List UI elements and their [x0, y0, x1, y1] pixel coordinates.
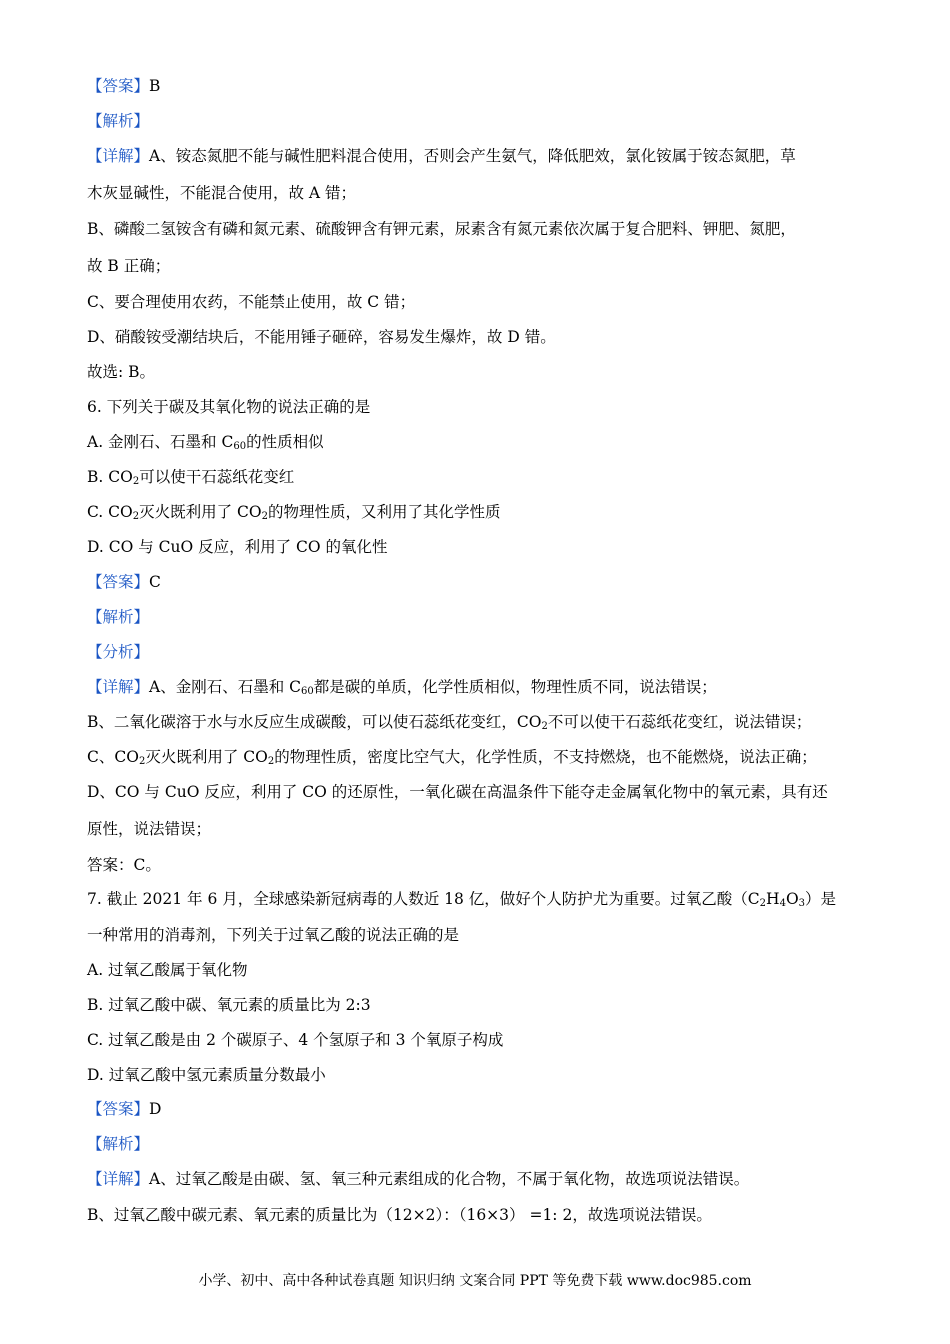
text: A、过氧乙酸是由碳、氢、氧三种元素组成的化合物，不属于氧化物，故选项说法错误。: [149, 1170, 750, 1188]
detail-text: A、铵态氮肥不能与碱性肥料混合使用，否则会产生氨气，降低肥效，氯化铵属于铵态氮肥，草: [149, 147, 796, 165]
text: 不可以使干石蕊纸花变红，说法错误；: [547, 713, 812, 731]
text: O: [785, 890, 799, 908]
answer-tag: 【答案】: [87, 1100, 150, 1118]
subscript: 2: [759, 898, 767, 909]
q6-option-b: [87, 467, 877, 487]
q6-option-a: [87, 432, 877, 452]
subscript: 60: [301, 686, 314, 697]
q7-answer-line: [87, 1099, 877, 1119]
q5-detail-a-line2: 木灰显碱性，不能混合使用，故 A 错；: [87, 184, 357, 202]
q5-answer-line: [87, 76, 877, 96]
q6-answer-line: [87, 572, 877, 592]
text: 都是碳的单质，化学性质相似，物理性质不同，说法错误；: [313, 678, 717, 696]
q6-detail-c: [87, 747, 877, 767]
analysis-tag: 【解析】: [87, 112, 150, 130]
text: C、CO: [87, 748, 139, 766]
text: A. 金刚石、石墨和 C: [87, 433, 234, 451]
q5-conclusion: 故选: B。: [87, 363, 156, 381]
text: 可以使干石蕊纸花变红: [139, 468, 295, 486]
detail-tag: 【详解】: [87, 678, 150, 696]
q5-detail-c: C、要合理使用农药，不能禁止使用，故 C 错；: [87, 293, 416, 311]
subscript: 2: [132, 511, 140, 522]
subscript: 60: [233, 441, 247, 452]
q7-detail-a: [87, 1169, 877, 1189]
text: C. CO: [87, 503, 133, 521]
answer-value: C: [149, 573, 161, 591]
q6-detail-b: [87, 712, 877, 732]
text: 7. 截止 2021 年 6 月，全球感染新冠病毒的人数近 18 亿，做好个人防护尤为重要。过氧乙酸（C: [87, 890, 760, 908]
subscript: 2: [267, 756, 275, 767]
subscript: 2: [541, 721, 548, 732]
detail-tag: 【详解】: [87, 1170, 150, 1188]
answer-tag: 【答案】: [87, 77, 150, 95]
q7-option-c: C. 过氧乙酸是由 2 个碳原子、4 个氢原子和 3 个氧原子构成: [87, 1031, 504, 1049]
subscript: 2: [132, 476, 140, 487]
text: 灭火既利用了 CO: [145, 748, 268, 766]
fenxi-tag: 【分析】: [87, 643, 150, 661]
answer-value: B: [149, 77, 161, 95]
q7-analysis-line: [87, 1134, 877, 1154]
q5-detail-b-line2: 故 B 正确；: [87, 257, 171, 275]
text: A、金刚石、石墨和 C: [149, 678, 301, 696]
subscript: 2: [261, 511, 268, 522]
q6-detail-d-line1: D、CO 与 CuO 反应，利用了 CO 的还原性，一氧化碳在高温条件下能夺走金属氧化物中的氧元素，具有还: [87, 783, 828, 801]
text: B、二氧化碳溶于水与水反应生成碳酸，可以使石蕊纸花变红，CO: [87, 713, 542, 731]
text: 的物理性质，密度比空气大，化学性质，不支持燃烧，也不能燃烧，说法正确；: [274, 748, 817, 766]
analysis-tag: 【解析】: [87, 1135, 150, 1153]
q6-fenxi-line: [87, 642, 877, 662]
text: H: [766, 890, 780, 908]
q7-stem-line1: [87, 889, 877, 909]
q5-detail-d: D、硝酸铵受潮结块后，不能用锤子砸碎，容易发生爆炸，故 D 错。: [87, 328, 556, 346]
detail-tag: 【详解】: [87, 147, 150, 165]
answer-value: D: [149, 1100, 162, 1118]
q7-detail-b: B、过氧乙酸中碳元素、氧元素的质量比为（12×2）：（16×3） =1: 2，故选项说法错误。: [87, 1206, 712, 1224]
q6-detail-d-line2: 原性，说法错误；: [87, 820, 212, 838]
subscript: 3: [798, 898, 806, 909]
q5-detail-a-line1: [87, 146, 877, 166]
text: ）是: [805, 890, 837, 908]
q7-option-b: B. 过氧乙酸中碳、氧元素的质量比为 2:3: [87, 996, 371, 1014]
answer-tag: 【答案】: [87, 573, 150, 591]
q6-stem: 6. 下列关于碳及其氧化物的说法正确的是: [87, 398, 371, 416]
q5-detail-b-line1: B、磷酸二氢铵含有磷和氮元素、硫酸钾含有钾元素，尿素含有氮元素依次属于复合肥料、钾肥、氮肥，: [87, 220, 796, 238]
text: B. CO: [87, 468, 133, 486]
analysis-tag: 【解析】: [87, 608, 150, 626]
q7-stem-line2: 一种常用的消毒剂，下列关于过氧乙酸的说法正确的是: [87, 926, 460, 944]
q6-analysis-line: [87, 607, 877, 627]
q6-conclusion: 答案：C。: [87, 856, 161, 874]
subscript: 2: [138, 756, 146, 767]
q6-detail-a: [87, 677, 877, 697]
text: 灭火既利用了 CO: [139, 503, 262, 521]
text: 的性质相似: [246, 433, 324, 451]
subscript: 4: [779, 898, 786, 909]
text: 的物理性质，又利用了其化学性质: [267, 503, 501, 521]
q6-option-d: D. CO 与 CuO 反应，利用了 CO 的氧化性: [87, 538, 388, 556]
page-footer: 小学、初中、高中各种试卷真题 知识归纳 文案合同 PPT 等免费下载 www.doc985.com: [198, 1273, 752, 1289]
q7-option-a: A. 过氧乙酸属于氧化物: [87, 961, 248, 979]
q7-option-d: D. 过氧乙酸中氢元素质量分数最小: [87, 1066, 326, 1084]
q5-analysis-line: [87, 111, 877, 131]
q6-option-c: [87, 502, 877, 522]
